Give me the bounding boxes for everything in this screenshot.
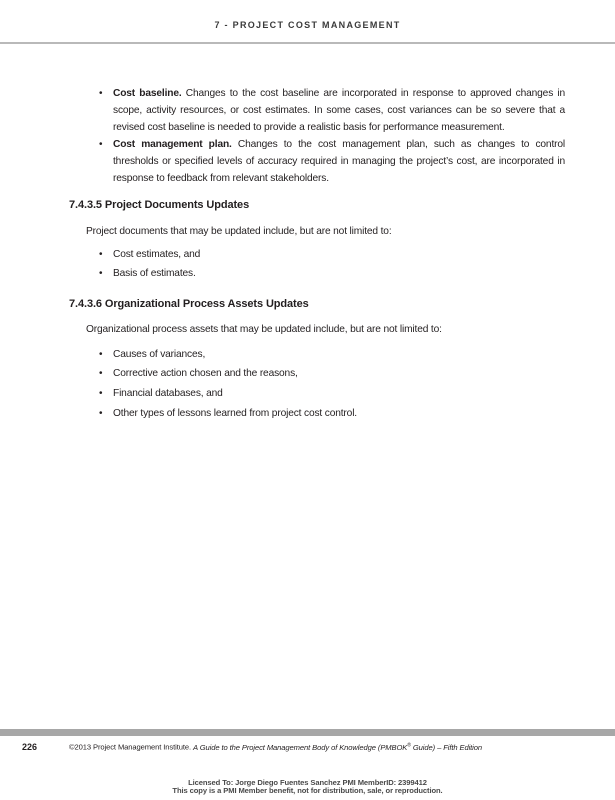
list-item (99, 246, 565, 263)
list-item (99, 405, 565, 422)
copyright-text: ©2013 Project Management Institute. (69, 742, 191, 752)
bullet-icon: • (99, 268, 103, 279)
list-item (99, 365, 565, 382)
item-text: Changes to the cost management plan, such as changes to control thresholds or specified levels of accuracy required in managing the project’s cost, are incorporated in response to feedback from relevant stakeholders. (113, 139, 565, 184)
book-title-suffix: Guide) – Fifth Edition (410, 742, 483, 752)
item-text: Other types of lessons learned from project cost control. (113, 408, 357, 419)
bullet-icon: • (99, 139, 103, 150)
item-text: Financial databases, and (113, 388, 223, 399)
page-number: 226 (22, 742, 38, 752)
bullet-icon: • (99, 388, 103, 399)
chapter-title: 7 - PROJECT COST MANAGEMENT (214, 20, 401, 30)
list-item (99, 265, 565, 282)
list-item (99, 85, 565, 136)
book-title (193, 743, 482, 752)
item-text: Basis of estimates. (113, 268, 196, 279)
bullet-icon: • (99, 349, 103, 360)
item-text: Cost estimates, and (113, 249, 201, 260)
item-term: Cost baseline. (113, 88, 182, 99)
license-notice: This copy is a PMI Member benefit, not for distribution, sale, or reproduction. (172, 786, 443, 795)
section-heading: 7.4.3.6 Organizational Process Assets Updates (69, 298, 309, 310)
list-item (99, 385, 565, 402)
footer-copyright (69, 742, 482, 752)
bullet-icon: • (99, 408, 103, 419)
bullet-icon: • (99, 88, 103, 99)
page-header (0, 0, 615, 44)
section-intro: Project documents that may be updated include, but are not limited to: (86, 226, 392, 237)
item-text: Corrective action chosen and the reasons, (113, 368, 298, 379)
registered-mark: ® (407, 742, 411, 748)
license-line: Licensed To: Jorge Diego Fuentes Sanchez PMI MemberID: 2399412 (188, 778, 427, 787)
bullet-icon: • (99, 368, 103, 379)
item-text: Causes of variances, (113, 349, 206, 360)
section-heading: 7.4.3.5 Project Documents Updates (69, 199, 250, 211)
section-intro: Organizational process assets that may be updated include, but are not limited to: (86, 324, 442, 335)
list-item (99, 136, 565, 187)
item-term: Cost management plan. (113, 139, 232, 150)
book-title-text: A Guide to the Project Management Body of Knowledge (PMBOK (193, 742, 408, 752)
bullet-icon: • (99, 249, 103, 260)
list-item (99, 346, 565, 363)
footer-divider (0, 729, 615, 736)
item-text: Changes to the cost baseline are incorporated in response to approved changes in scope, activity resources, or cost estimates. In some cases, cost variances can be so severe that a revised cost baseline is needed to provide a realistic basis for performance measurement. (113, 88, 565, 133)
